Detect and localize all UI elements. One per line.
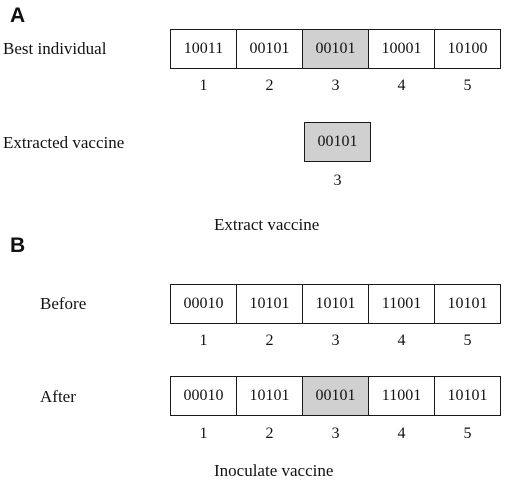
panel-a-letter: A — [10, 4, 26, 27]
after-index-1: 1 — [199, 425, 208, 442]
after-index-5: 5 — [463, 425, 472, 442]
before-index-1: 1 — [199, 332, 208, 349]
before-cell-5: 10101 — [434, 284, 501, 324]
best-index-4: 4 — [397, 77, 406, 94]
after-cell-3-highlighted: 00101 — [302, 376, 369, 416]
after-index-2: 2 — [265, 425, 274, 442]
after-cell-2: 10101 — [236, 376, 303, 416]
after-index-row — [170, 426, 501, 442]
extracted-vaccine-label: Extracted vaccine — [3, 133, 125, 152]
before-cell-3: 10101 — [302, 284, 369, 324]
before-label: Before — [40, 294, 87, 313]
before-index-3: 3 — [331, 332, 340, 349]
extracted-vaccine-box: 00101 — [304, 122, 371, 162]
after-cell-5: 10101 — [434, 376, 501, 416]
before-index-5: 5 — [463, 332, 472, 349]
best-index-row — [170, 78, 501, 94]
before-cell-1: 00010 — [170, 284, 237, 324]
panel-b-letter: B — [10, 234, 26, 257]
best-cell-4: 10001 — [368, 29, 435, 69]
before-index-4: 4 — [397, 332, 406, 349]
after-index-3: 3 — [331, 425, 340, 442]
before-index-2: 2 — [265, 332, 274, 349]
best-index-5: 5 — [463, 77, 472, 94]
best-index-1: 1 — [199, 77, 208, 94]
best-individual-label: Best individual — [3, 39, 107, 58]
before-index-row — [170, 333, 501, 349]
best-individual-sequence — [170, 29, 501, 69]
extracted-vaccine-index: 3 — [333, 172, 342, 189]
extract-vaccine-caption: Extract vaccine — [214, 215, 320, 234]
after-sequence — [170, 376, 501, 416]
best-index-3: 3 — [331, 77, 340, 94]
inoculate-vaccine-caption: Inoculate vaccine — [214, 461, 334, 480]
best-cell-2: 00101 — [236, 29, 303, 69]
after-index-4: 4 — [397, 425, 406, 442]
best-cell-1: 10011 — [170, 29, 237, 69]
after-cell-4: 11001 — [368, 376, 435, 416]
best-index-2: 2 — [265, 77, 274, 94]
before-sequence — [170, 284, 501, 324]
best-cell-3-highlighted: 00101 — [302, 29, 369, 69]
after-label: After — [40, 387, 76, 406]
after-cell-1: 00010 — [170, 376, 237, 416]
best-cell-5: 10100 — [434, 29, 501, 69]
before-cell-2: 10101 — [236, 284, 303, 324]
before-cell-4: 11001 — [368, 284, 435, 324]
